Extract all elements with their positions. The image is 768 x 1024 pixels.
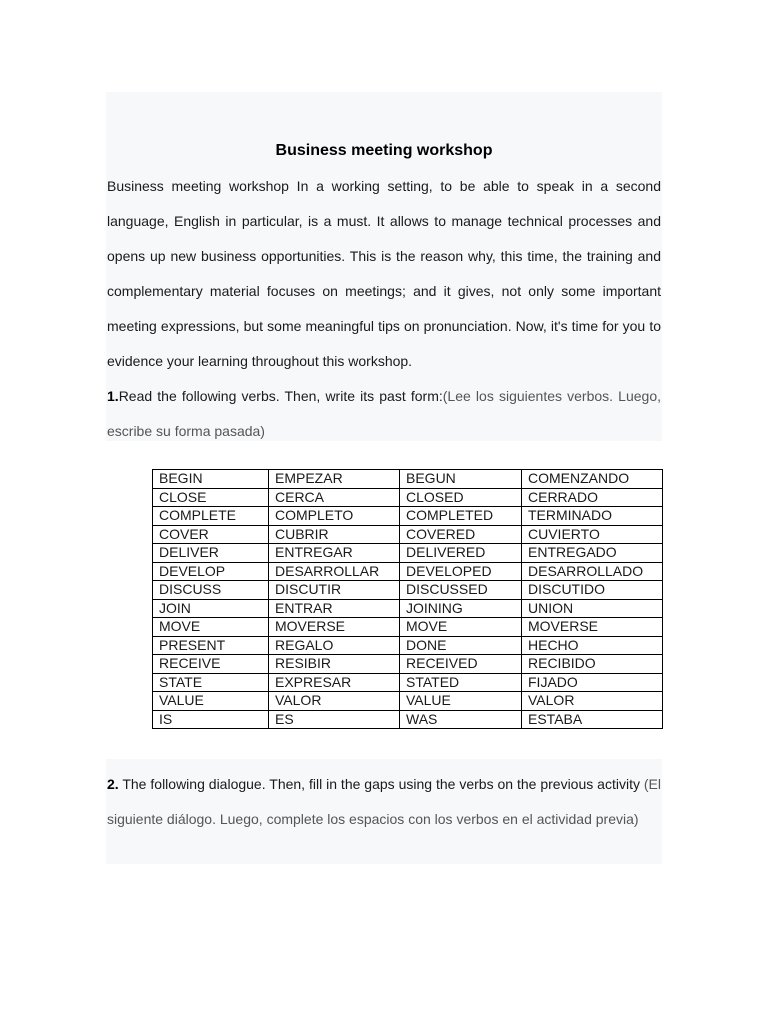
table-cell: DISCUTIR bbox=[269, 581, 400, 600]
table-cell: IS bbox=[153, 710, 269, 729]
table-cell: CERRADO bbox=[522, 488, 663, 507]
verb-table bbox=[152, 469, 663, 729]
table-cell: WAS bbox=[400, 710, 522, 729]
table-row bbox=[153, 710, 663, 729]
question-1 bbox=[107, 379, 661, 449]
table-cell: DELIVER bbox=[153, 544, 269, 563]
table-cell: DISCUTIDO bbox=[522, 581, 663, 600]
table-cell: COMPLETO bbox=[269, 507, 400, 526]
table-cell: VALUE bbox=[400, 692, 522, 711]
table-row bbox=[153, 562, 663, 581]
table-cell: CUBRIR bbox=[269, 525, 400, 544]
intro-paragraph: Business meeting workshop In a working setting, to be able to speak in a second language, English in particular, is a must. It allows to manage technical processes and opens up new business opportunities. This is the reason why, this time, the training and complementary material focuses on meetings; and it gives, not only some important meeting expressions, but some meaningful tips on pronunciation. Now, it's time for you to evidence your learning throughout this workshop. bbox=[107, 178, 661, 369]
table-row bbox=[153, 636, 663, 655]
table-cell: MOVERSE bbox=[522, 618, 663, 637]
table-cell: ESTABA bbox=[522, 710, 663, 729]
table-cell: DISCUSS bbox=[153, 581, 269, 600]
table-cell: COMENZANDO bbox=[522, 470, 663, 489]
table-row bbox=[153, 618, 663, 637]
table-cell: CERCA bbox=[269, 488, 400, 507]
table-cell: DEVELOPED bbox=[400, 562, 522, 581]
table-cell: UNION bbox=[522, 599, 663, 618]
table-row bbox=[153, 544, 663, 563]
table-cell: BEGIN bbox=[153, 470, 269, 489]
table-cell: MOVE bbox=[400, 618, 522, 637]
table-cell: VALOR bbox=[522, 692, 663, 711]
table-cell: DELIVERED bbox=[400, 544, 522, 563]
table-cell: BEGUN bbox=[400, 470, 522, 489]
table-cell: VALUE bbox=[153, 692, 269, 711]
table-cell: STATED bbox=[400, 673, 522, 692]
table-row bbox=[153, 488, 663, 507]
table-cell: PRESENT bbox=[153, 636, 269, 655]
table-cell: CLOSE bbox=[153, 488, 269, 507]
table-cell: ENTREGADO bbox=[522, 544, 663, 563]
table-cell: COMPLETE bbox=[153, 507, 269, 526]
question-2-text: The following dialogue. Then, fill in the gaps using the verbs on the previous activity bbox=[118, 776, 644, 792]
question-2-number: 2. bbox=[107, 776, 119, 792]
table-cell: DEVELOP bbox=[153, 562, 269, 581]
table-cell: ES bbox=[269, 710, 400, 729]
verb-table-body bbox=[153, 470, 663, 729]
table-cell: JOIN bbox=[153, 599, 269, 618]
table-cell: CLOSED bbox=[400, 488, 522, 507]
table-row bbox=[153, 692, 663, 711]
table-cell: DESARROLLAR bbox=[269, 562, 400, 581]
table-cell: EXPRESAR bbox=[269, 673, 400, 692]
table-cell: VALOR bbox=[269, 692, 400, 711]
table-cell: HECHO bbox=[522, 636, 663, 655]
table-cell: CUVIERTO bbox=[522, 525, 663, 544]
question-1-text: Read the following verbs. Then, write its past form: bbox=[118, 388, 443, 404]
table-row bbox=[153, 581, 663, 600]
question-2 bbox=[107, 767, 661, 837]
table-row bbox=[153, 470, 663, 489]
table-cell: TERMINADO bbox=[522, 507, 663, 526]
question-1-translation: (Lee los siguientes verbos. Luego, escribe su forma pasada) bbox=[107, 388, 661, 439]
table-row bbox=[153, 525, 663, 544]
table-cell: RESIBIR bbox=[269, 655, 400, 674]
table-cell: ENTRAR bbox=[269, 599, 400, 618]
table-cell: MOVERSE bbox=[269, 618, 400, 637]
table-cell: DISCUSSED bbox=[400, 581, 522, 600]
table-row bbox=[153, 599, 663, 618]
question-2-translation: (El siguiente diálogo. Luego, complete los espacios con los verbos en el actividad previa) bbox=[107, 776, 661, 827]
table-cell: RECEIVE bbox=[153, 655, 269, 674]
table-cell: REGALO bbox=[269, 636, 400, 655]
table-cell: EMPEZAR bbox=[269, 470, 400, 489]
table-cell: COVER bbox=[153, 525, 269, 544]
table-cell: COMPLETED bbox=[400, 507, 522, 526]
table-cell: MOVE bbox=[153, 618, 269, 637]
table-row bbox=[153, 507, 663, 526]
table-cell: STATE bbox=[153, 673, 269, 692]
table-row bbox=[153, 655, 663, 674]
table-cell: RECEIVED bbox=[400, 655, 522, 674]
document-title: Business meeting workshop bbox=[275, 142, 493, 159]
table-cell: DONE bbox=[400, 636, 522, 655]
table-cell: COVERED bbox=[400, 525, 522, 544]
table-cell: FIJADO bbox=[522, 673, 663, 692]
table-cell: DESARROLLADO bbox=[522, 562, 663, 581]
table-cell: RECIBIDO bbox=[522, 655, 663, 674]
table-cell: ENTREGAR bbox=[269, 544, 400, 563]
table-cell: JOINING bbox=[400, 599, 522, 618]
question-1-number: 1. bbox=[107, 388, 119, 404]
table-row bbox=[153, 673, 663, 692]
